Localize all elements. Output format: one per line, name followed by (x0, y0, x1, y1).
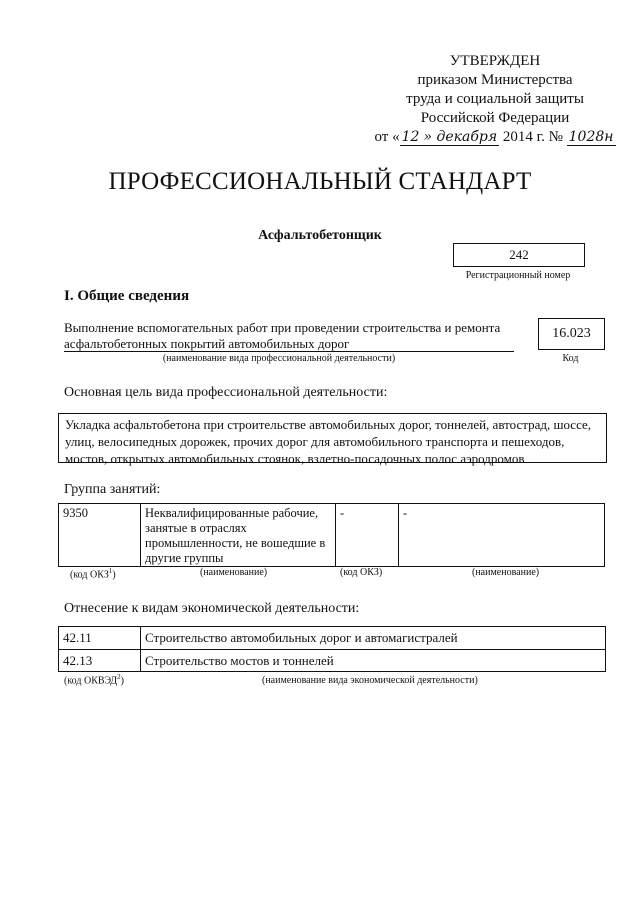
order-prefix: от « (374, 129, 400, 145)
caption-text: (код ОКВЭД (64, 675, 118, 687)
registration-number-box: 242 (453, 243, 585, 267)
activity-code-caption: Код (562, 353, 579, 364)
caption-text: ) (112, 569, 116, 581)
registration-label: Регистрационный номер (465, 270, 571, 281)
activity-underline (64, 351, 514, 352)
section-heading: I. Общие сведения (64, 288, 190, 304)
activity-caption: (наименование вида профессиональной деятельности) (162, 353, 396, 364)
approval-title: УТВЕРЖДЕН (449, 53, 541, 69)
goal-label: Основная цель вида профессиональной деятельности: (64, 385, 388, 400)
approval-line: приказом Министерства (417, 72, 573, 88)
order-number: 1028н (568, 129, 614, 145)
group-name-cell: Неквалифицированные рабочие, занятые в отраслях промышленности, не вошедшие в другие группы (145, 506, 326, 565)
caption-text: ) (120, 675, 124, 687)
footnote-mark: 2 (117, 673, 121, 681)
okved-table (58, 626, 606, 672)
order-line (375, 128, 616, 147)
okved-label: Отнесение к видам экономической деятельности: (64, 601, 360, 616)
group-name2-cell: - (403, 506, 408, 520)
caption-name2: (наименование) (472, 567, 540, 578)
approval-block (370, 52, 620, 147)
caption-text: (код ОКЗ (70, 569, 109, 581)
okved-desc: Строительство мостов и тоннелей (145, 653, 334, 668)
occupation-group-table (58, 503, 605, 567)
approval-line: Российской Федерации (420, 110, 570, 126)
group-code2-cell: - (340, 506, 345, 520)
caption-code-okz (70, 567, 116, 580)
activity-name: Выполнение вспомогательных работ при проведении строительства и ремонта асфальтобетонных покрытий автомобильных дорог (64, 320, 501, 351)
approval-line: труда и социальной защиты (406, 91, 584, 107)
order-year: 2014 г. № (502, 129, 563, 145)
order-day: 12 (401, 129, 420, 145)
table-divider (140, 627, 141, 671)
caption-okved-name: (наименование вида экономической деятельности) (262, 675, 478, 686)
activity-code-box: 16.023 (538, 318, 605, 350)
okved-desc: Строительство автомобильных дорог и автомагистралей (145, 630, 458, 645)
order-month: » декабря (423, 129, 498, 145)
group-code-cell: 9350 (63, 506, 88, 520)
okved-code: 42.13 (63, 653, 93, 668)
goal-box: Укладка асфальтобетона при строительстве автомобильных дорог, тоннелей, автострад, шоссе, улиц, велосипедных дорожек, прочих дорог для автомобильного транспорта и пешеходов, мостов, открытых автомобильных стоянок, взлетно-посадочных полос аэродромов (58, 413, 607, 463)
caption-code-okz2: (код ОКЗ) (340, 567, 383, 578)
footnote-mark: 1 (108, 567, 113, 575)
page-title: ПРОФЕССИОНАЛЬНЫЙ СТАНДАРТ (108, 168, 532, 195)
standard-name: Асфальтобетонщик (258, 228, 382, 243)
group-label: Группа занятий: (64, 482, 161, 497)
okved-code: 42.11 (63, 630, 92, 645)
caption-name: (наименование) (200, 567, 268, 578)
caption-okved (64, 673, 124, 686)
